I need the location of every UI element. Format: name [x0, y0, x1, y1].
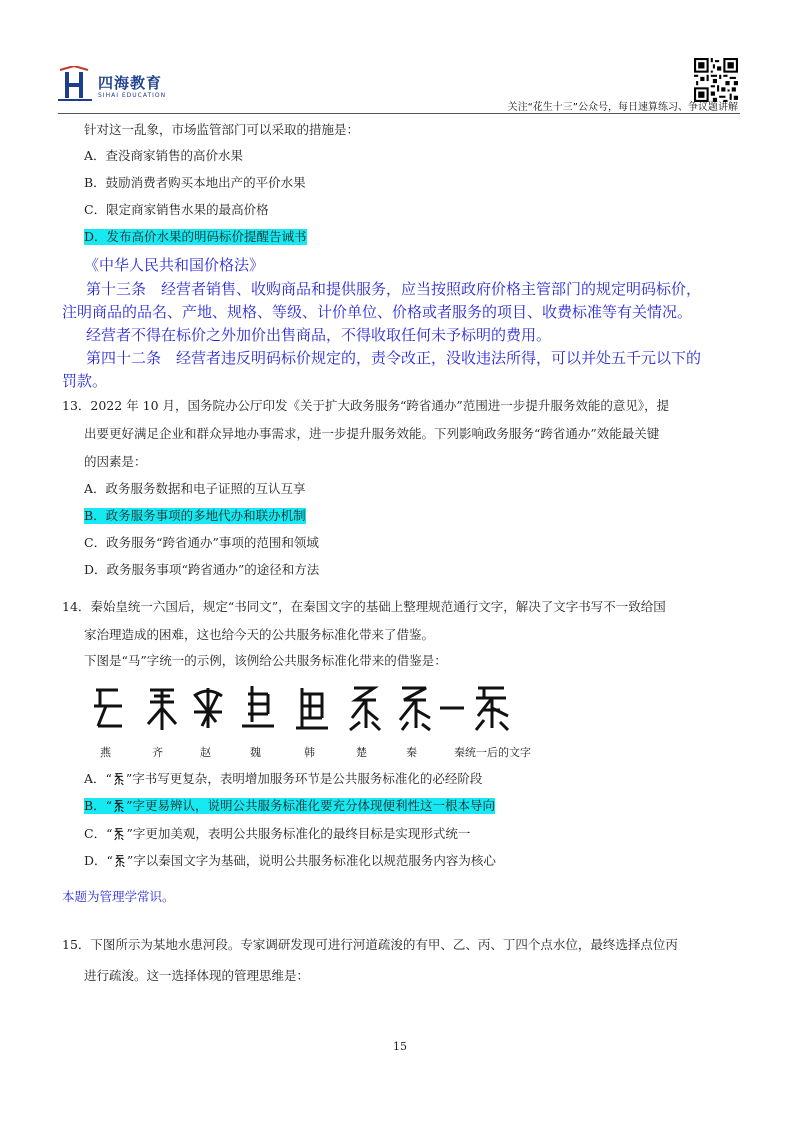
- figure-label-zhao: 赵: [200, 746, 211, 759]
- logo-mark-icon: [58, 66, 94, 104]
- option-suffix: ”字更加美观，表明公共服务标准化的最终目标是实现形式统一: [126, 826, 471, 841]
- unified-horse-glyph-icon: [112, 827, 126, 841]
- page-number: 15: [393, 1040, 407, 1053]
- q13-stem-line: 13．2022 年 10 月，国务院办公厅印发《关于扩大政务服务“跨省通办”范围进一步提升服务效能的意见》，提: [62, 398, 670, 413]
- qr-code-icon: [694, 58, 738, 102]
- q12-note-line: 经营者不得在标价之外加价出售商品，不得收取任何未予标明的费用。: [86, 326, 552, 344]
- q12-option-d-answer: D．发布高价水果的明码标价提醒告诫书: [84, 229, 307, 244]
- figure-label-chu: 楚: [356, 746, 367, 759]
- q13-option-d: D．政务服务事项“跨省通办”的途径和方法: [84, 562, 320, 577]
- q13-option-b-answer: B．政务服务事项的多地代办和联办机制: [84, 508, 306, 523]
- q15-stem-line: 15．下图所示为某地水患河段。专家调研发现可进行河道疏浚的有甲、乙、丙、丁四个点水位，最终选择点位丙: [62, 937, 678, 952]
- arrow-icon: [438, 682, 468, 734]
- glyph-qi-icon: [142, 682, 182, 734]
- q13-stem-line: 出要更好满足企业和群众异地办事需求，进一步提升服务效能。下列影响政务服务“跨省通办”效能最关键: [84, 426, 660, 441]
- option-suffix: ”字以秦国文字为基础，说明公共服务标准化以规范服务内容为核心: [126, 853, 496, 868]
- q14-option-c: [84, 826, 470, 842]
- figure-label-yan: 燕: [100, 746, 111, 759]
- glyph-wei-icon: [238, 682, 278, 734]
- q14-option-b-answer: [84, 798, 495, 814]
- unified-horse-glyph-icon: [112, 772, 126, 786]
- q12-note-line: 注明商品的品名、产地、规格、等级、计价单位、价格或者服务的项目、收费标准等有关情况。: [62, 303, 693, 321]
- figure-label-qin: 秦: [406, 746, 417, 759]
- q14-note: 本题为管理学常识。: [62, 889, 175, 904]
- horse-character-figure: [88, 682, 548, 774]
- q12-note-line: 罚款。: [62, 372, 108, 390]
- glyph-yan-icon: [88, 682, 128, 734]
- q13-option-a: A．政务服务数据和电子证照的互认互享: [84, 481, 306, 496]
- option-prefix: B．“: [84, 798, 113, 813]
- q12-option-c: C．限定商家销售水果的最高价格: [84, 202, 269, 217]
- glyph-han-icon: [292, 682, 332, 734]
- header-divider: [58, 113, 740, 114]
- header-note: 关注“花生十三”公众号，每日速算练习、争议题讲解: [507, 102, 738, 113]
- figure-label-unified: 秦统一后的文字: [454, 746, 531, 759]
- q13-option-c: C．政务服务“跨省通办”事项的范围和领域: [84, 535, 319, 550]
- option-prefix: D．“: [84, 853, 113, 868]
- q14-stem-line: 下图是“马”字统一的示例，该例给公共服务标准化带来的借鉴是：: [84, 653, 447, 668]
- logo-subtext: SIHAI EDUCATION: [98, 92, 167, 99]
- q14-stem-line: 14．秦始皇统一六国后，规定“书同文”，在秦国文字的基础上整理规范通行文字，解决了文字书写不一致给国: [62, 599, 666, 614]
- q12-stem-tail: 针对这一乱象，市场监管部门可以采取的措施是：: [84, 122, 360, 137]
- q12-option-a: A．查没商家销售的高价水果: [84, 148, 244, 163]
- q12-note-line: 第四十二条 经营者违反明码标价规定的，责令改正，没收违法所得，可以并处五千元以下的: [86, 349, 702, 367]
- logo-text: 四海教育: [98, 74, 163, 92]
- q12-note-law-title: 《中华人民共和国价格法》: [84, 256, 265, 274]
- figure-label-wei: 魏: [250, 746, 261, 759]
- q13-stem-line: 的因素是：: [84, 454, 147, 469]
- q12-option-b: B．鼓励消费者购买本地出产的平价水果: [84, 175, 306, 190]
- glyph-chu-icon: [344, 682, 384, 734]
- option-prefix: C．“: [84, 826, 113, 841]
- q12-note-line: 第十三条 经营者销售、收购商品和提供服务，应当按照政府价格主管部门的规定明码标价，: [86, 280, 702, 298]
- glyph-zhao-icon: [188, 682, 228, 734]
- glyph-qin-icon: [394, 682, 434, 734]
- publisher-logo: [58, 66, 168, 106]
- q15-stem-line: 进行疏浚。这一选择体现的管理思维是：: [84, 968, 310, 983]
- glyph-unified-icon: [470, 682, 514, 734]
- q14-stem-line: 家治理造成的困难，这也给今天的公共服务标准化带来了借鉴。: [84, 627, 435, 642]
- figure-label-han: 韩: [304, 746, 315, 759]
- unified-horse-glyph-icon: [113, 854, 127, 868]
- option-suffix: ”字更易辨认，说明公共服务标准化要充分体现便利性这一根本导向: [126, 798, 495, 813]
- unified-horse-glyph-icon: [112, 799, 126, 813]
- q14-option-a: [84, 771, 482, 787]
- figure-label-qi: 齐: [152, 746, 163, 759]
- q14-option-d: [84, 853, 496, 869]
- option-prefix: A．“: [84, 771, 112, 786]
- option-suffix: ”字书写更复杂，表明增加服务环节是公共服务标准化的必经阶段: [125, 771, 483, 786]
